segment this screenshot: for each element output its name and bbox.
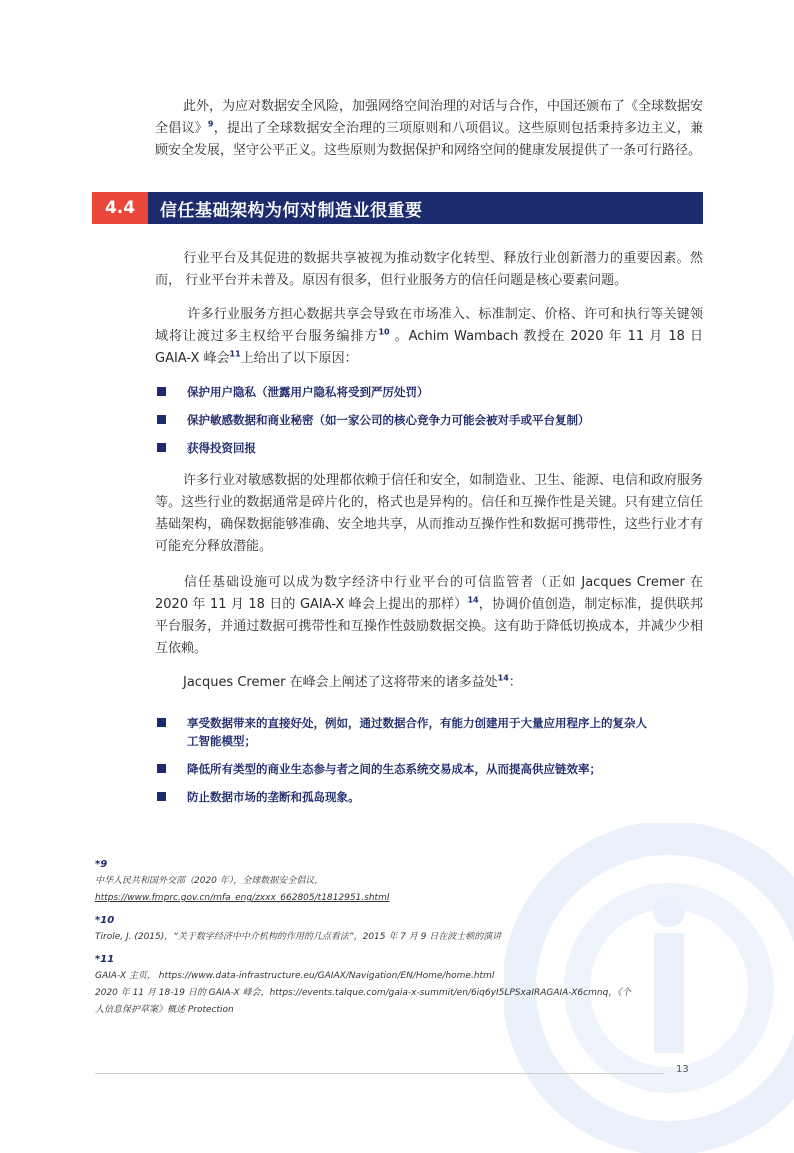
footnote-id: *9: [95, 859, 108, 870]
footnote-link[interactable]: https://www.fmprc.gov.cn/mfa_eng/zxxx_662805/t1812951.shtml: [95, 893, 390, 903]
footnote-ref-9[interactable]: 9: [207, 119, 214, 129]
bullet-square-icon: [157, 415, 166, 424]
footnote-link[interactable]: 2020 年 11 月 18-19 日的 GAIA-X 峰会，https://events.talque.com/gaia-x-summit/en/6iq6yI5LPSxaIRAGAIA-X6cmnq，《个: [95, 988, 631, 998]
benefits-list: [155, 714, 703, 816]
footnote-ref-10[interactable]: 10: [378, 327, 390, 337]
footnote-text: 人信息保护草案》概述 Protection: [95, 1005, 234, 1015]
footnote-text: 中华人民共和国外交部（2020 年），全球数据安全倡议，: [95, 876, 324, 886]
footnote-link[interactable]: GAIA-X 主页， https://www.data-infrastructure.eu/GAIAX/Navigation/EN/Home/home.html: [95, 971, 495, 981]
intro-paragraph: 此外，为应对数据安全风险，加强网络空间治理的对话与合作，中国还颁布了《全球数据安全倡议》$^9$，提出了全球数据安全治理的三项原则和八项倡议。这些原则包括秉持多边主义，兼顾安全发展，坚守公平正义。这些原则为数据保护和网络空间的健康发展提供了一条可行路径。: [155, 99, 704, 158]
page-number: 13: [676, 1064, 689, 1075]
reasons-list: [155, 383, 703, 467]
footnote-id: *10: [95, 915, 115, 926]
footnote-11: [95, 952, 695, 1019]
footnote-text: Tirole, J. (2015)，“关于数字经济中中介机构的作用的几点看法”，2015 年 7 月 9 日在波士顿的演讲: [95, 932, 502, 942]
bullet-square-icon: [157, 792, 166, 801]
bullet-square-icon: [157, 443, 166, 452]
paragraph-4: 信任基础设施可以成为数字经济中行业平台的可信监管者（正如 Jacques Cremer 在 2020 年 11 月 18 日的 GAIA-X 峰会上提出的那样）$^{14}$，协调价值创造，制定标准，提供联邦平台服务，并通过数据可携带性和互操作性鼓励数据交换。这有助于降低切换成本，并减少少相互依赖。: [155, 575, 703, 656]
bullet-square-icon: [157, 387, 166, 396]
footnote-ref-11[interactable]: 11: [229, 349, 241, 359]
section-number: 4.4: [92, 192, 148, 224]
footnote-id: *11: [95, 954, 115, 965]
list-item: 保护用户隐私（泄露用户隐私将受到严厉处罚）: [155, 383, 703, 401]
paragraph-2: 许多行业服务方担心数据共享会导致在市场准入、标准制定、价格、许可和执行等关键领域将让渡过多主权给平台服务编排方$^{10}$ 。Achim Wambach 教授在 2020 年 11 月 18 日 GAIA-X 峰会$^{11}$上给出了以下原因：: [155, 307, 703, 366]
paragraph-5: Jacques Cremer 在峰会上阐述了这将带来的诸多益处$^{14}$：: [183, 673, 522, 690]
footnotes: [95, 857, 695, 1025]
footnote-ref-14[interactable]: 14: [467, 595, 479, 605]
paragraph-3: 许多行业对敏感数据的处理都依赖于信任和安全，如制造业、卫生、能源、电信和政府服务等。这些行业的数据通常是碎片化的，格式也是异构的。信任和互操作性是关键。只有建立信任基础架构，确保数据能够准确、安全地共享，从而推动互操作性和数据可携带性，这些行业才有可能充分释放潜能。: [155, 473, 704, 554]
bullet-square-icon: [157, 764, 166, 773]
list-item: 保护敏感数据和商业秘密（如一家公司的核心竞争力可能会被对手或平台复制）: [155, 411, 703, 429]
list-item: 防止数据市场的垄断和孤岛现象。: [155, 788, 703, 806]
list-item: 降低所有类型的商业生态参与者之间的生态系统交易成本，从而提高供应链效率；: [155, 760, 703, 778]
footer-divider: [95, 1073, 664, 1074]
section-header: [92, 192, 703, 224]
footnote-ref-14b[interactable]: 14: [497, 673, 509, 683]
section-title: 信任基础架构为何对制造业很重要: [160, 200, 423, 221]
footnote-9: [95, 857, 695, 907]
bullet-square-icon: [157, 718, 166, 727]
footnote-10: [95, 913, 695, 946]
list-item: 获得投资回报: [155, 439, 703, 457]
list-item: 享受数据带来的直接好处，例如，通过数据合作，有能力创建用于大量应用程序上的复杂人工智能模型；: [155, 714, 647, 750]
paragraph-1: 行业平台及其促进的数据共享被视为推动数字化转型、释放行业创新潜力的重要因素。然而， 行业平台并未普及。原因有很多，但行业服务方的信任问题是核心要素问题。: [155, 251, 703, 288]
